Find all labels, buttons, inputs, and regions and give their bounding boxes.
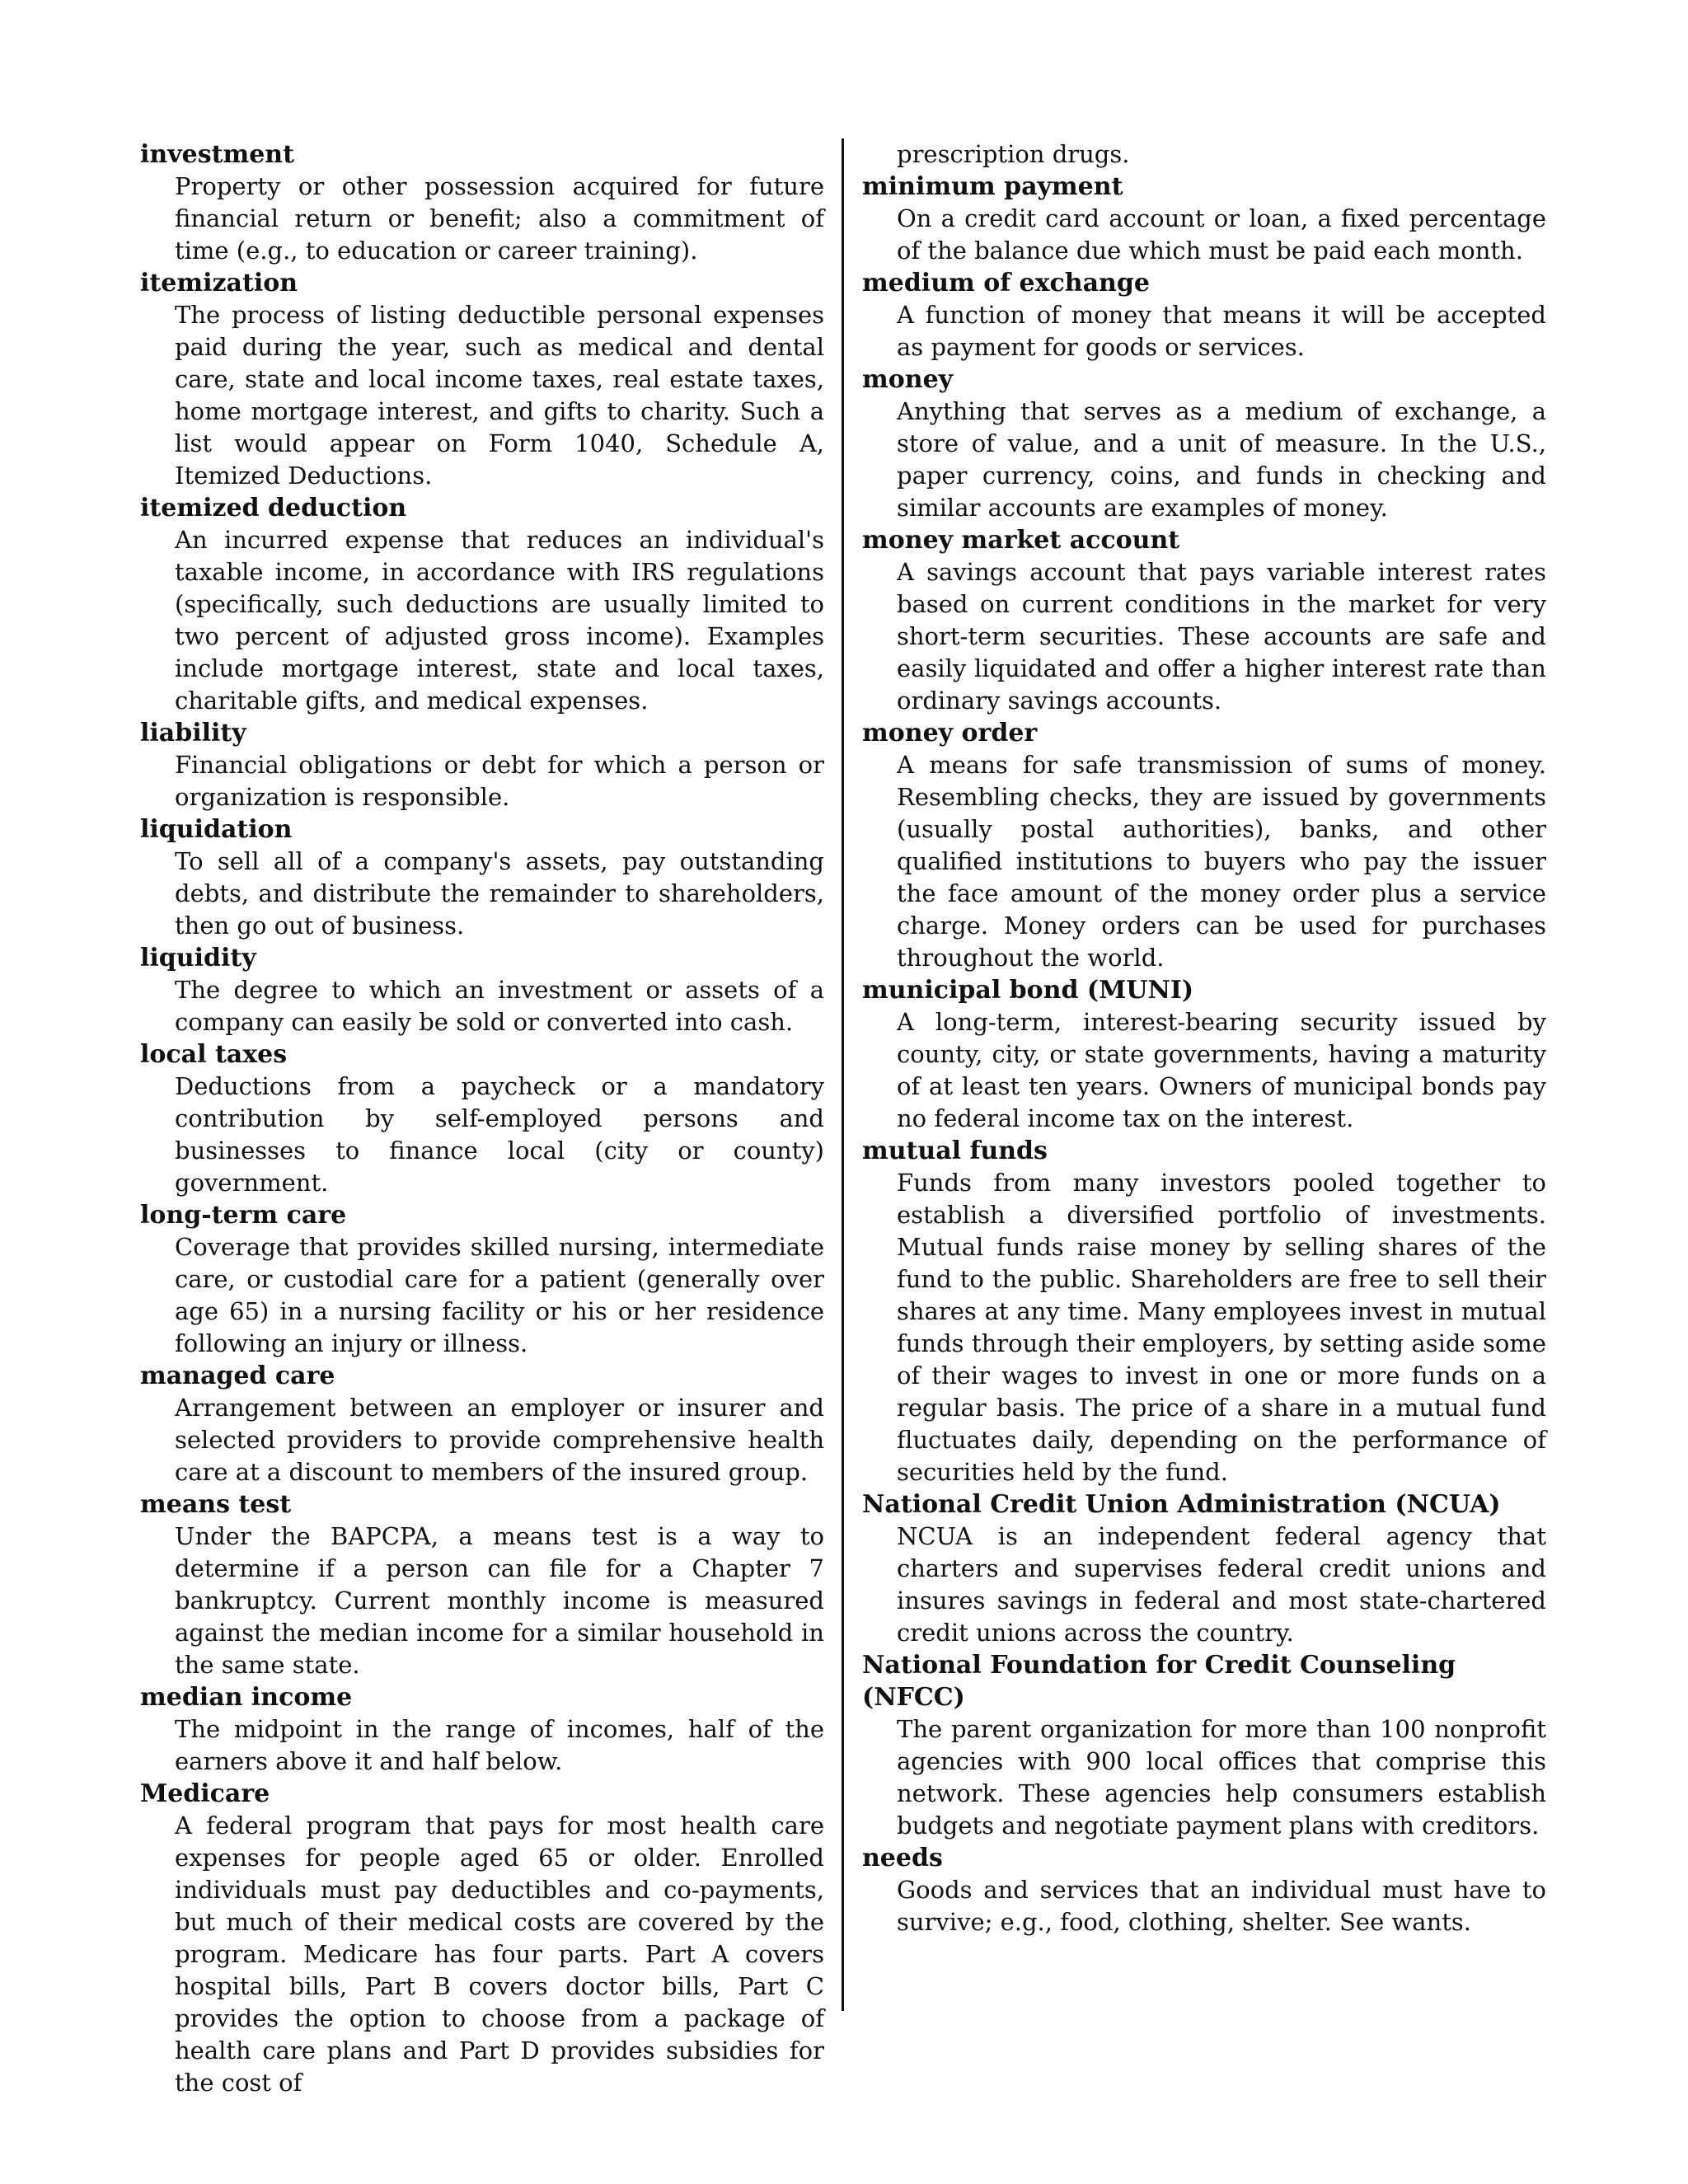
glossary-entry (862, 974, 1546, 1135)
glossary-term: Medicare (140, 1779, 270, 1808)
glossary-definition-continuation: prescription drugs. (897, 140, 1130, 168)
glossary-column-left (140, 138, 824, 2099)
glossary-entry (862, 1488, 1546, 1649)
glossary-term: liability (140, 719, 246, 748)
glossary-definition: Anything that serves as a medium of exchange, a store of value, and a unit of measure. In the U.S., paper currency, coins, and funds in checking and similar accounts are examples of money. (897, 397, 1546, 522)
glossary-term: median income (140, 1683, 353, 1712)
glossary-term: local taxes (140, 1040, 288, 1069)
glossary-definition: A savings account that pays variable interest rates based on current conditions in the market for very short-term securities. These accounts are safe and easily liquidated and offer a higher interest rate than ordinary savings accounts. (897, 558, 1546, 715)
glossary-entry (140, 813, 824, 942)
glossary-definition: Property or other possession acquired for future financial return or benefit; also a commitment of time (e.g., to education or career training). (175, 172, 824, 265)
glossary-definition: A federal program that pays for most health care expenses for people aged 65 or older. Enrolled individuals must pay deductibles and co-payments, but much of their medical costs are covered by the program. Medicare has four parts. Part A covers hospital bills, Part B covers doctor bills, Part C provides the option to choose from a package of health care plans and Part D provides subsidies for the cost of (175, 1811, 824, 2097)
glossary-definition: The parent organization for more than 100 nonprofit agencies with 900 local offices that comprise this network. These agencies help consumers establish budgets and negotiate payment plans with creditors. (897, 1715, 1546, 1840)
glossary-term: money order (862, 719, 1038, 748)
glossary-definition: Financial obligations or debt for which a person or organization is responsible. (175, 751, 824, 811)
glossary-term: managed care (140, 1361, 335, 1390)
glossary-entry (862, 717, 1546, 974)
glossary-definition: To sell all of a company's assets, pay outstanding debts, and distribute the remainder to shareholders, then go out of business. (175, 847, 824, 940)
glossary-term: investment (140, 140, 294, 169)
glossary-term: liquidation (140, 815, 293, 844)
glossary-definition: The degree to which an investment or assets of a company can easily be sold or converted into cash. (175, 976, 824, 1036)
glossary-definition: Deductions from a paycheck or a mandatory contribution by self-employed persons and businesses to finance local (city or county) government. (175, 1072, 824, 1197)
glossary-definition: NCUA is an independent federal agency that charters and supervises federal credit unions and insures savings in federal and most state-chartered credit unions across the country. (897, 1522, 1546, 1647)
glossary-entry (140, 1681, 824, 1778)
glossary-entry (862, 1649, 1546, 1842)
glossary-term: minimum payment (862, 172, 1123, 201)
glossary-term: needs (862, 1844, 943, 1872)
glossary-entry (140, 1488, 824, 1681)
glossary-entry (140, 942, 824, 1038)
glossary-term: National Credit Union Administration (NCUA) (862, 1490, 1501, 1519)
glossary-definition: A means for safe transmission of sums of money. Resembling checks, they are issued by governments (usually postal authorities), banks, and other qualified institutions to buyers who pay the issuer the face amount of the money order plus a service charge. Money orders can be used for purchases throughout the world. (897, 751, 1546, 972)
glossary-definition: Goods and services that an individual must have to survive; e.g., food, clothing, shelter. See wants. (897, 1876, 1546, 1936)
glossary-definition: The midpoint in the range of incomes, half of the earners above it and half below. (175, 1715, 824, 1775)
glossary-term: National Foundation for Credit Counseling (NFCC) (862, 1651, 1456, 1712)
glossary-entry (862, 1842, 1546, 1938)
glossary-entry (862, 524, 1546, 717)
glossary-term: itemized deduction (140, 494, 407, 523)
glossary-term: means test (140, 1490, 292, 1519)
glossary-definition: Funds from many investors pooled together to establish a diversified portfolio of investments. Mutual funds raise money by selling shares of the fund to the public. Shareholders are free to sell their shares at any time. Many employees invest in mutual funds through their employers, by setting aside some of their wages to invest in one or more funds on a regular basis. The price of a share in a mutual fund fluctuates daily, depending on the performance of securities held by the fund. (897, 1169, 1546, 1486)
glossary-term: medium of exchange (862, 269, 1150, 298)
glossary-entry (140, 717, 824, 813)
glossary-term: mutual funds (862, 1137, 1048, 1165)
glossary-definition: The process of listing deductible personal expenses paid during the year, such as medical and dental care, state and local income taxes, real estate taxes, home mortgage interest, and gifts to charity. Such a list would appear on Form 1040, Schedule A, Itemized Deductions. (175, 301, 824, 490)
glossary-definition: An incurred expense that reduces an individual's taxable income, in accordance with IRS regulations (specifically, such deductions are usually limited to two percent of adjusted gross income). Examples include mortgage interest, state and local taxes, charitable gifts, and medical expenses. (175, 526, 824, 715)
glossary-definition: A function of money that means it will be accepted as payment for goods or services. (897, 301, 1546, 361)
glossary-entry (140, 492, 824, 717)
glossary-definition: Under the BAPCPA, a means test is a way to determine if a person can file for a Chapter 7 bankruptcy. Current monthly income is measured against the median income for a similar household in the same state. (175, 1522, 824, 1679)
glossary-page (140, 138, 1551, 2097)
glossary-term: money (862, 365, 954, 394)
glossary-definition: Coverage that provides skilled nursing, intermediate care, or custodial care for a patient (generally over age 65) in a nursing facility or his or her residence following an injury or illness. (175, 1233, 824, 1357)
glossary-definition: A long-term, interest-bearing security issued by county, city, or state governments, having a maturity of at least ten years. Owners of municipal bonds pay no federal income tax on the interest. (897, 1008, 1546, 1132)
glossary-term: money market account (862, 526, 1180, 555)
glossary-entry (140, 138, 824, 267)
column-divider (842, 138, 844, 2011)
glossary-entry (140, 1038, 824, 1199)
glossary-entry (140, 1199, 824, 1360)
glossary-term: long-term care (140, 1201, 347, 1230)
glossary-entry (862, 171, 1546, 267)
glossary-definition: Arrangement between an employer or insurer and selected providers to provide comprehensive health care at a discount to members of the insured group. (175, 1394, 824, 1486)
glossary-entry (140, 267, 824, 492)
glossary-term: itemization (140, 269, 298, 298)
glossary-entry (140, 1778, 824, 2099)
glossary-entry (862, 1135, 1546, 1488)
glossary-term: liquidity (140, 944, 256, 972)
glossary-column-right (862, 138, 1546, 1938)
glossary-entry (862, 363, 1546, 524)
glossary-definition: On a credit card account or loan, a fixed percentage of the balance due which must be paid each month. (897, 204, 1546, 265)
glossary-entry (862, 267, 1546, 363)
glossary-term: municipal bond (MUNI) (862, 976, 1194, 1005)
glossary-entry (140, 1360, 824, 1488)
